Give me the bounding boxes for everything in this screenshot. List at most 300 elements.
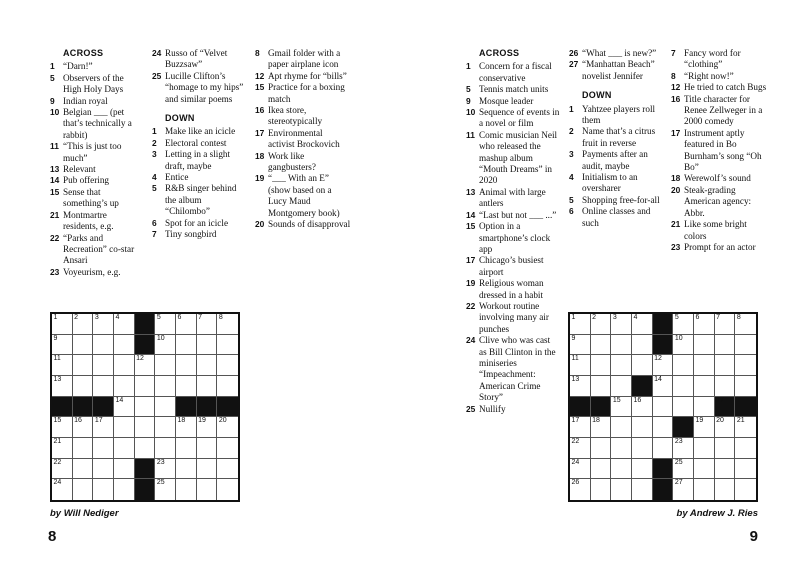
clue-item[interactable] [152,48,248,71]
clue-number: 4 [569,172,574,183]
cell-number: 17 [94,417,103,425]
cell-number: 5 [156,314,161,321]
grid-cell[interactable] [673,314,694,335]
grid-cell[interactable] [73,335,94,356]
grid-cell[interactable] [52,479,73,500]
clue-item[interactable] [466,61,560,84]
cell-number: 1 [571,314,576,321]
grid-cell[interactable] [197,355,218,376]
clue-text: Shopping free-for-all [582,194,660,205]
clue-item[interactable] [569,59,663,82]
clue-item[interactable] [466,130,560,187]
left-clue-column-1 [50,48,144,278]
clue-text: Animal with large antlers [479,186,546,209]
grid-cell[interactable] [570,417,591,438]
grid-cell[interactable] [73,376,94,397]
cell-number: 18 [177,417,186,425]
grid-cell[interactable] [694,355,715,376]
grid-cell[interactable] [114,314,135,335]
clue-item[interactable] [671,219,767,242]
grid-cell[interactable] [197,314,218,335]
grid-cell[interactable] [93,314,114,335]
clue-item[interactable] [466,187,560,210]
cell-number: 19 [198,417,206,425]
clue-section-header: ACROSS [479,48,520,58]
cell-number: 6 [177,314,182,321]
grid-cell[interactable] [735,417,756,438]
clue-number: 16 [255,105,265,116]
clue-item[interactable] [50,164,144,175]
grid-cell[interactable] [632,459,653,480]
grid-cell[interactable] [632,397,653,418]
grid-cell[interactable] [155,314,176,335]
grid-cell[interactable] [176,335,197,356]
grid-black-square [653,459,674,480]
grid-cell[interactable] [694,397,715,418]
clue-text: “Parks and Recreation” co-star Ansari [63,232,135,266]
grid-cell[interactable] [176,314,197,335]
grid-cell[interactable] [715,376,736,397]
clue-item[interactable] [152,172,248,183]
clue-number: 17 [671,127,681,138]
grid-cell[interactable] [155,355,176,376]
clue-text: Montmartre residents, e.g. [63,209,114,232]
cell-number: 13 [571,375,580,383]
clue-item[interactable] [569,149,663,172]
clue-item[interactable] [671,71,767,82]
grid-cell[interactable] [52,335,73,356]
clue-number: 4 [152,172,157,183]
cell-number: 5 [674,314,679,321]
grid-cell[interactable] [52,355,73,376]
grid-cell[interactable] [114,376,135,397]
grid-cell[interactable] [735,459,756,480]
clue-text: Sense that something’s up [63,186,119,209]
grid-cell[interactable] [52,314,73,335]
grid-cell[interactable] [217,438,238,459]
right-crossword-grid[interactable] [568,312,758,502]
grid-cell[interactable] [93,417,114,438]
clue-number: 8 [255,48,260,58]
clue-item[interactable] [671,185,767,219]
clue-text: “This is just too much” [63,141,122,163]
clue-item[interactable] [671,128,767,174]
clue-text: Payments after an audit, maybe [582,149,648,171]
grid-black-square [632,376,653,397]
clue-text: Religious woman dressed in a habit [479,278,544,300]
clue-item[interactable] [569,104,663,127]
grid-cell[interactable] [176,479,197,500]
grid-cell[interactable] [155,376,176,397]
grid-cell[interactable] [694,417,715,438]
right-clue-column-2 [569,48,663,229]
grid-cell[interactable] [73,459,94,480]
grid-cell[interactable] [570,335,591,356]
grid-cell[interactable] [570,438,591,459]
grid-cell[interactable] [197,438,218,459]
grid-black-square [197,397,218,418]
grid-cell[interactable] [735,479,756,500]
grid-cell[interactable] [73,355,94,376]
grid-cell[interactable] [591,335,612,356]
grid-cell[interactable] [176,376,197,397]
right-page-number: 9 [749,528,758,545]
clue-item[interactable] [466,404,560,415]
cell-number: 2 [74,314,79,321]
cell-number: 9 [53,334,58,342]
grid-cell[interactable] [632,355,653,376]
grid-cell[interactable] [135,417,156,438]
right-clue-column-3 [671,48,767,253]
clue-item[interactable] [152,183,248,217]
clue-item[interactable] [466,84,560,95]
grid-black-square [653,335,674,356]
clue-item[interactable] [569,172,663,195]
clue-item[interactable] [466,96,560,107]
clue-number: 24 [152,48,162,58]
clue-number: 26 [569,48,579,58]
clue-item[interactable] [50,233,144,267]
grid-cell[interactable] [735,335,756,356]
grid-cell[interactable] [176,438,197,459]
grid-cell[interactable] [217,355,238,376]
clue-text: Initialism to an oversharer [582,172,638,194]
clue-number: 3 [152,149,157,160]
clue-number: 19 [466,278,476,289]
grid-cell[interactable] [673,376,694,397]
clue-item[interactable] [255,151,351,174]
clue-number: 13 [50,164,60,175]
clue-text: Sounds of disapproval [268,219,351,230]
grid-cell[interactable] [611,376,632,397]
grid-cell[interactable] [176,355,197,376]
grid-black-square [135,479,156,500]
clue-section-header: DOWN [582,90,612,101]
clue-text: Sequence of events in a novel or film [479,107,560,129]
clue-item[interactable] [466,221,560,255]
grid-cell[interactable] [93,438,114,459]
grid-cell[interactable] [570,376,591,397]
cell-number: 12 [654,355,662,363]
grid-cell[interactable] [52,376,73,397]
grid-cell[interactable] [197,417,218,438]
grid-cell[interactable] [570,479,591,500]
grid-cell[interactable] [197,335,218,356]
grid-cell[interactable] [611,438,632,459]
grid-cell[interactable] [135,397,156,418]
grid-cell[interactable] [715,314,736,335]
grid-cell[interactable] [155,479,176,500]
grid-cell[interactable] [715,335,736,356]
grid-cell[interactable] [632,335,653,356]
clue-item[interactable] [466,210,560,221]
grid-cell[interactable] [155,459,176,480]
grid-cell[interactable] [715,417,736,438]
grid-cell[interactable] [217,314,238,335]
grid-black-square [135,314,156,335]
grid-cell[interactable] [694,459,715,480]
grid-black-square [570,397,591,418]
clue-text: Yahtzee players roll them [582,103,656,126]
clue-number: 15 [466,221,476,232]
grid-cell[interactable] [653,438,674,459]
grid-cell[interactable] [114,459,135,480]
grid-cell[interactable] [632,438,653,459]
clue-number: 11 [50,141,59,152]
left-crossword-grid[interactable] [50,312,240,502]
clue-number: 5 [466,84,471,95]
grid-cell[interactable] [715,459,736,480]
clue-text: Nullify [479,403,506,414]
clue-text: Relevant [63,164,96,175]
clue-number: 18 [671,173,681,184]
clue-text: Electoral contest [165,137,227,148]
clue-item[interactable] [466,255,560,278]
clue-item[interactable] [569,126,663,149]
cell-number: 10 [674,334,683,342]
grid-cell[interactable] [653,355,674,376]
grid-cell[interactable] [155,438,176,459]
grid-cell[interactable] [93,335,114,356]
clue-item[interactable] [50,96,144,107]
grid-cell[interactable] [570,355,591,376]
clue-item[interactable] [255,219,351,230]
grid-cell[interactable] [176,417,197,438]
clue-item[interactable] [50,141,144,164]
cell-number: 7 [198,314,203,321]
clue-text: Mosque leader [479,95,534,106]
grid-cell[interactable] [114,438,135,459]
clue-item[interactable] [671,94,767,128]
cell-number: 25 [156,479,165,487]
grid-cell[interactable] [735,314,756,335]
clue-number: 13 [466,186,476,197]
clue-section-header: DOWN [165,113,195,124]
clue-item[interactable] [50,210,144,233]
grid-cell[interactable] [176,459,197,480]
grid-cell[interactable] [611,335,632,356]
grid-cell[interactable] [114,355,135,376]
grid-cell[interactable] [611,314,632,335]
clue-text: He tried to catch Bugs [684,82,767,93]
grid-cell[interactable] [591,459,612,480]
clue-number: 17 [466,255,476,266]
clue-item[interactable] [255,48,351,71]
clue-item[interactable] [671,82,767,93]
clue-item[interactable] [466,107,560,130]
grid-cell[interactable] [570,314,591,335]
grid-cell[interactable] [653,397,674,418]
clue-item[interactable] [569,48,663,59]
cell-number: 15 [53,417,62,425]
grid-cell[interactable] [217,417,238,438]
clue-text: Like some bright colors [684,219,747,241]
grid-cell[interactable] [197,376,218,397]
grid-cell[interactable] [73,438,94,459]
clue-item[interactable] [50,107,144,141]
grid-cell[interactable] [73,314,94,335]
cell-number: 4 [633,314,638,321]
grid-cell[interactable] [735,438,756,459]
grid-cell[interactable] [611,459,632,480]
grid-cell[interactable] [135,355,156,376]
cell-number: 13 [53,375,62,383]
clue-item[interactable] [466,301,560,335]
grid-cell[interactable] [591,376,612,397]
clue-text: Steak-grading American agency: Abbr. [684,184,752,218]
grid-cell[interactable] [217,479,238,500]
clue-text: Make like an icicle [165,126,236,137]
cell-number: 14 [654,375,662,383]
grid-cell[interactable] [591,314,612,335]
clue-item[interactable] [255,71,351,82]
grid-cell[interactable] [570,459,591,480]
grid-cell[interactable] [694,376,715,397]
grid-cell[interactable] [52,438,73,459]
grid-cell[interactable] [135,438,156,459]
clue-text: Lucille Clifton’s “homage to my hips” and similar poems [165,70,244,104]
clue-item[interactable] [152,218,248,229]
clue-item[interactable] [152,229,248,240]
clue-item[interactable] [255,82,351,105]
clue-text: Work like gangbusters? [268,150,316,173]
grid-cell[interactable] [114,479,135,500]
clue-number: 2 [569,126,574,137]
clue-number: 9 [50,95,55,106]
grid-cell[interactable] [114,417,135,438]
grid-cell[interactable] [155,417,176,438]
clue-text: “What ___ is new?” [582,48,657,58]
clue-text: “Last but not ___ ...” [479,209,557,220]
grid-cell[interactable] [694,314,715,335]
clue-item[interactable] [466,335,560,403]
grid-black-square [135,459,156,480]
clue-item[interactable] [671,173,767,184]
clue-item[interactable] [671,242,767,253]
grid-cell[interactable] [73,479,94,500]
clue-number: 12 [671,82,681,93]
grid-black-square [135,335,156,356]
left-clue-column-3 [255,48,351,231]
clue-number: 24 [466,335,476,346]
grid-cell[interactable] [715,355,736,376]
grid-cell[interactable] [715,438,736,459]
grid-cell[interactable] [93,376,114,397]
grid-cell[interactable] [217,459,238,480]
clue-text: “Darn!” [63,61,93,72]
grid-cell[interactable] [694,479,715,500]
clue-text: Name that’s a citrus fruit in reverse [582,126,656,148]
clue-item[interactable] [671,48,767,71]
grid-cell[interactable] [673,355,694,376]
clue-item[interactable] [50,61,144,72]
grid-cell[interactable] [93,459,114,480]
grid-cell[interactable] [632,314,653,335]
grid-cell[interactable] [673,335,694,356]
grid-cell[interactable] [673,438,694,459]
clue-number: 12 [255,70,265,81]
clue-item[interactable] [466,278,560,301]
grid-cell[interactable] [673,459,694,480]
grid-black-square [52,397,73,418]
cell-number: 15 [612,396,621,404]
grid-cell[interactable] [632,479,653,500]
grid-cell[interactable] [591,479,612,500]
grid-cell[interactable] [155,397,176,418]
grid-cell[interactable] [611,479,632,500]
grid-cell[interactable] [632,417,653,438]
clue-item[interactable] [255,173,351,219]
grid-cell[interactable] [611,355,632,376]
grid-cell[interactable] [93,479,114,500]
clue-text: Pub offering [63,175,110,186]
grid-cell[interactable] [217,376,238,397]
grid-cell[interactable] [611,417,632,438]
grid-cell[interactable] [735,355,756,376]
clue-text: Concern for a fiscal conservative [479,61,552,83]
clue-item[interactable] [152,149,248,172]
clue-number: 14 [466,209,476,220]
clue-item[interactable] [50,187,144,210]
grid-cell[interactable] [217,335,238,356]
grid-cell[interactable] [653,376,674,397]
grid-cell[interactable] [715,479,736,500]
clue-number: 1 [50,61,55,72]
cell-number: 25 [674,458,683,466]
cell-number: 9 [571,334,576,342]
grid-cell[interactable] [114,335,135,356]
clue-item[interactable] [152,126,248,137]
grid-cell[interactable] [653,417,674,438]
grid-cell[interactable] [591,438,612,459]
grid-cell[interactable] [73,417,94,438]
clue-item[interactable] [50,267,144,278]
clue-number: 23 [671,241,681,252]
grid-cell[interactable] [694,335,715,356]
grid-cell[interactable] [197,459,218,480]
grid-cell[interactable] [197,479,218,500]
clue-item[interactable] [152,71,248,105]
clue-number: 9 [466,95,471,106]
grid-cell[interactable] [114,397,135,418]
clue-text: Title character for Renee Zellweger in a 2000 comedy [684,93,763,127]
grid-cell[interactable] [591,355,612,376]
grid-cell[interactable] [673,397,694,418]
grid-cell[interactable] [694,438,715,459]
clue-item[interactable] [569,195,663,206]
grid-cell[interactable] [135,376,156,397]
clue-number: 7 [671,48,676,58]
grid-cell[interactable] [591,417,612,438]
clue-item[interactable] [255,105,351,128]
clue-text: Option in a smartphone’s clock app [479,221,551,254]
grid-cell[interactable] [52,417,73,438]
grid-cell[interactable] [611,397,632,418]
clue-item[interactable] [152,138,248,149]
clue-item[interactable] [255,128,351,151]
clue-text: Werewolf’s sound [684,173,751,184]
grid-cell[interactable] [93,355,114,376]
grid-cell[interactable] [735,376,756,397]
clue-item[interactable] [50,175,144,186]
clue-item[interactable] [50,73,144,96]
clue-item[interactable] [569,206,663,229]
grid-cell[interactable] [673,479,694,500]
cell-number: 4 [115,314,120,321]
grid-cell[interactable] [52,459,73,480]
grid-cell[interactable] [155,335,176,356]
cell-number: 20 [716,417,724,425]
